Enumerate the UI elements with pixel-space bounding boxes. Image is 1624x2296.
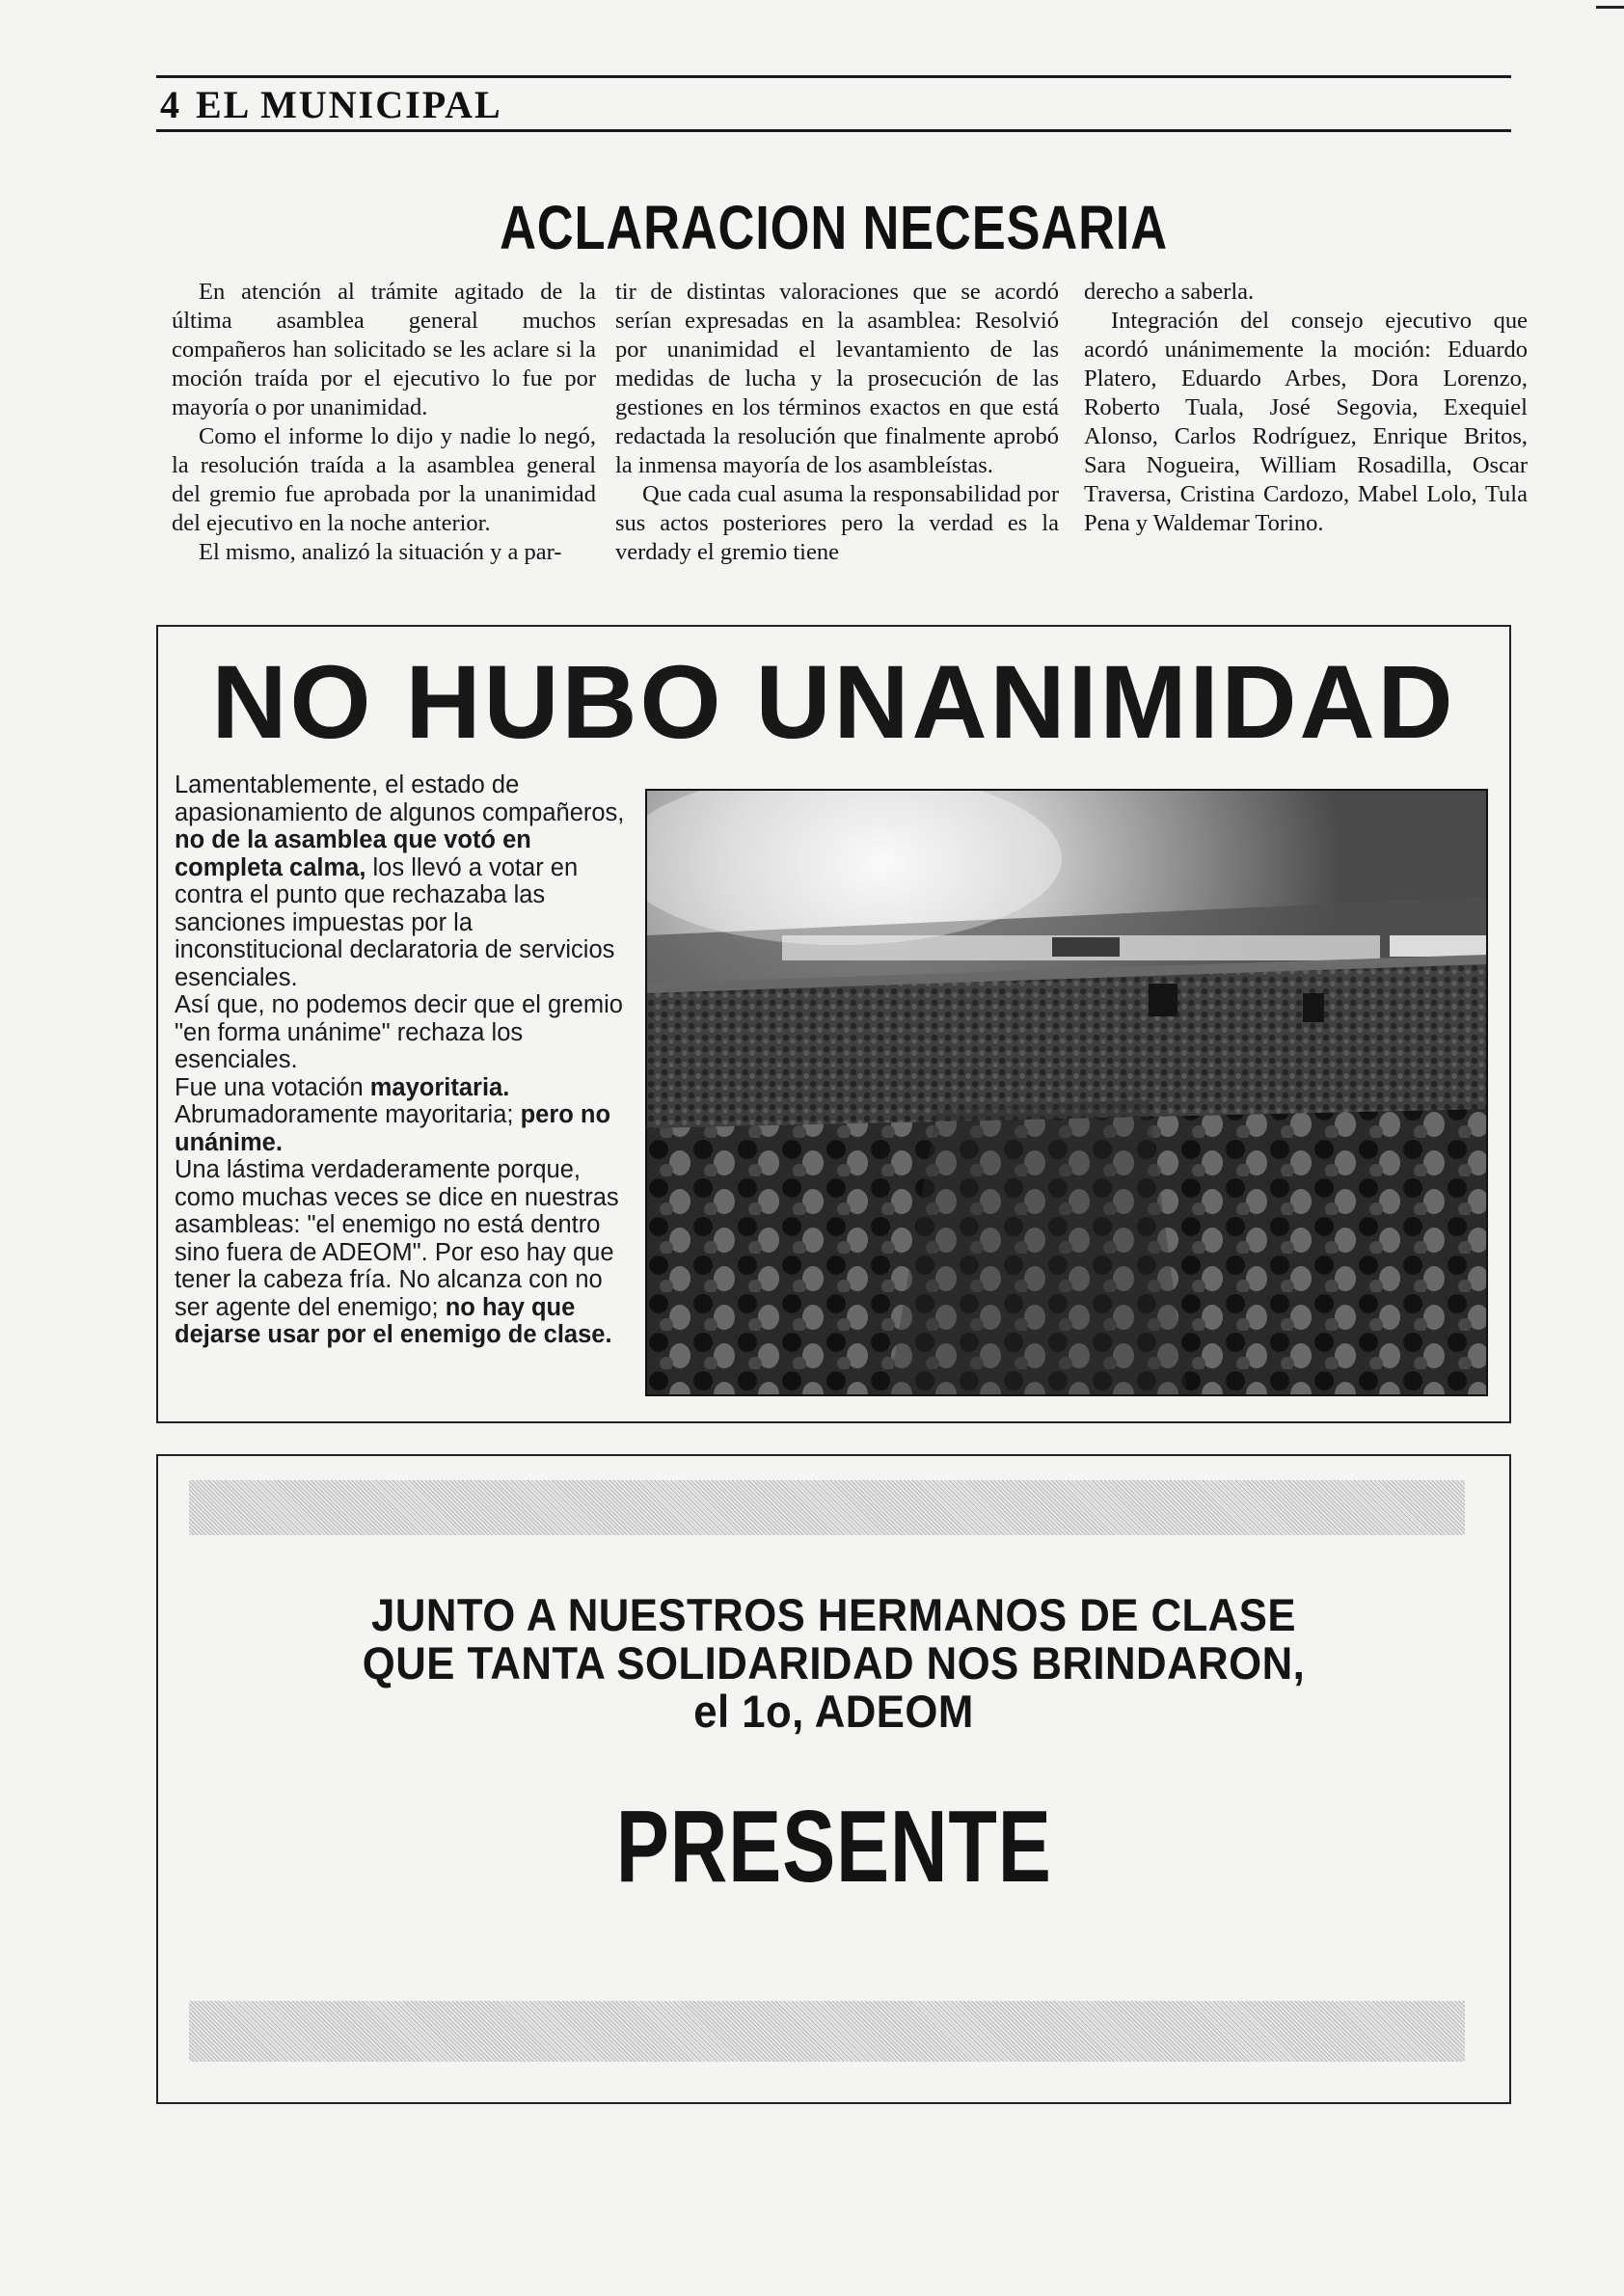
box-headline bbox=[156, 643, 1511, 760]
message-line: el 1o, ADEOM bbox=[693, 1686, 974, 1737]
header-bottom-rule bbox=[156, 129, 1511, 132]
article-title: ACLARACION NECESARIA bbox=[500, 193, 1168, 262]
article-paragraph: tir de distintas valoraciones que se acordó serían expresadas en la asamblea: Resolvió por unanimidad el levantamiento de las medidas de lucha y la prosecución de las gestiones en los términos exactos en que está redactada la resolución que finalmente aprobó la inmensa mayoría de los asambleístas. bbox=[615, 279, 1059, 478]
header-top-rule bbox=[156, 75, 1511, 78]
text-run: Una lástima verdaderamente porque, como muchas veces se dice en nuestras asambleas: "el enemigo no está dentro sino fuera de ADEOM". Por eso hay que tener la cabeza fría. No alcanza con no ser agente del enemigo; bbox=[175, 1156, 619, 1321]
article-paragraph: Como el informe lo dijo y nadie lo negó, la resolución traída a la asamblea general del gremio fue aprobada por la unanimidad del ejecutivo en la noche anterior. bbox=[172, 423, 596, 536]
publication-name: EL MUNICIPAL bbox=[196, 83, 502, 126]
solidarity-message bbox=[156, 1591, 1511, 1736]
halftone-band-top bbox=[189, 1480, 1465, 1535]
article-paragraph: derecho a saberla. bbox=[1084, 279, 1255, 305]
present-headline-text: PRESENTE bbox=[615, 1790, 1052, 1904]
bold-run: no hay que dejarse usar por el enemigo de clase. bbox=[175, 1293, 612, 1348]
text-run: Lamentablemente, el estado de apasionamiento de algunos compañeros, bbox=[175, 771, 625, 826]
page-number: 4 bbox=[160, 83, 180, 126]
bold-run: mayoritaria. bbox=[369, 1073, 510, 1101]
article-column-3 bbox=[1084, 278, 1528, 538]
message-line: JUNTO A NUESTROS HERMANOS DE CLASE bbox=[371, 1589, 1296, 1640]
box-paragraph bbox=[175, 1074, 628, 1102]
present-headline bbox=[156, 1789, 1511, 1904]
halftone-band-bottom bbox=[189, 2001, 1465, 2062]
assembly-photo bbox=[645, 789, 1488, 1396]
box-paragraph: Así que, no podemos decir que el gremio "en forma unánime" rechaza los esenciales. bbox=[175, 991, 623, 1073]
box-headline-text: NO HUBO UNANIMIDAD bbox=[211, 643, 1456, 760]
article-paragraph: Que cada cual asuma la responsabilidad por sus actos posteriores pero la verdad es la verdady el gremio tiene bbox=[615, 481, 1059, 565]
box-paragraph bbox=[175, 771, 628, 991]
crowd-photo-image bbox=[647, 791, 1486, 1394]
text-run: los llevó a votar en contra el punto que rechazaba las sanciones impuestas por la inconstitucional declaratoria de servicios esenciales. bbox=[175, 853, 615, 991]
text-run: Abrumadoramente mayoritaria; bbox=[175, 1101, 514, 1128]
box-paragraph bbox=[175, 1101, 628, 1156]
text-run: Fue una votación bbox=[175, 1073, 364, 1101]
article-paragraph: En atención al trámite agitado de la última asamblea general muchos compañeros han solicitado se les aclare si la moción traída por el ejecutivo lo fue por mayoría o por unanimidad. bbox=[172, 279, 596, 420]
article-paragraph: El mismo, analizó la situación y a par- bbox=[199, 539, 562, 565]
bold-run: pero no unánime. bbox=[175, 1101, 611, 1156]
message-line: QUE TANTA SOLIDARIDAD NOS BRINDARON, bbox=[362, 1637, 1306, 1688]
article-column-1 bbox=[172, 278, 596, 567]
page-header bbox=[160, 83, 502, 127]
bold-run: no de la asamblea que votó en completa calma, bbox=[175, 826, 531, 881]
page-edge-mark bbox=[1596, 6, 1624, 9]
article-column-2 bbox=[615, 278, 1059, 567]
box-paragraph bbox=[175, 1156, 628, 1349]
article-paragraph: Integración del consejo ejecutivo que acordó unánimemente la moción: Eduardo Platero, Eduardo Arbes, Dora Lorenzo, Roberto Tuala, José Segovia, Exequiel Alonso, Carlos Rodríguez, Enrique Britos, Sara Nogueira, William Rosadilla, Oscar Traversa, Cristina Cardozo, Mabel Lolo, Tula Pena y Waldemar Torino. bbox=[1084, 308, 1528, 536]
box-body-text bbox=[175, 771, 628, 1349]
